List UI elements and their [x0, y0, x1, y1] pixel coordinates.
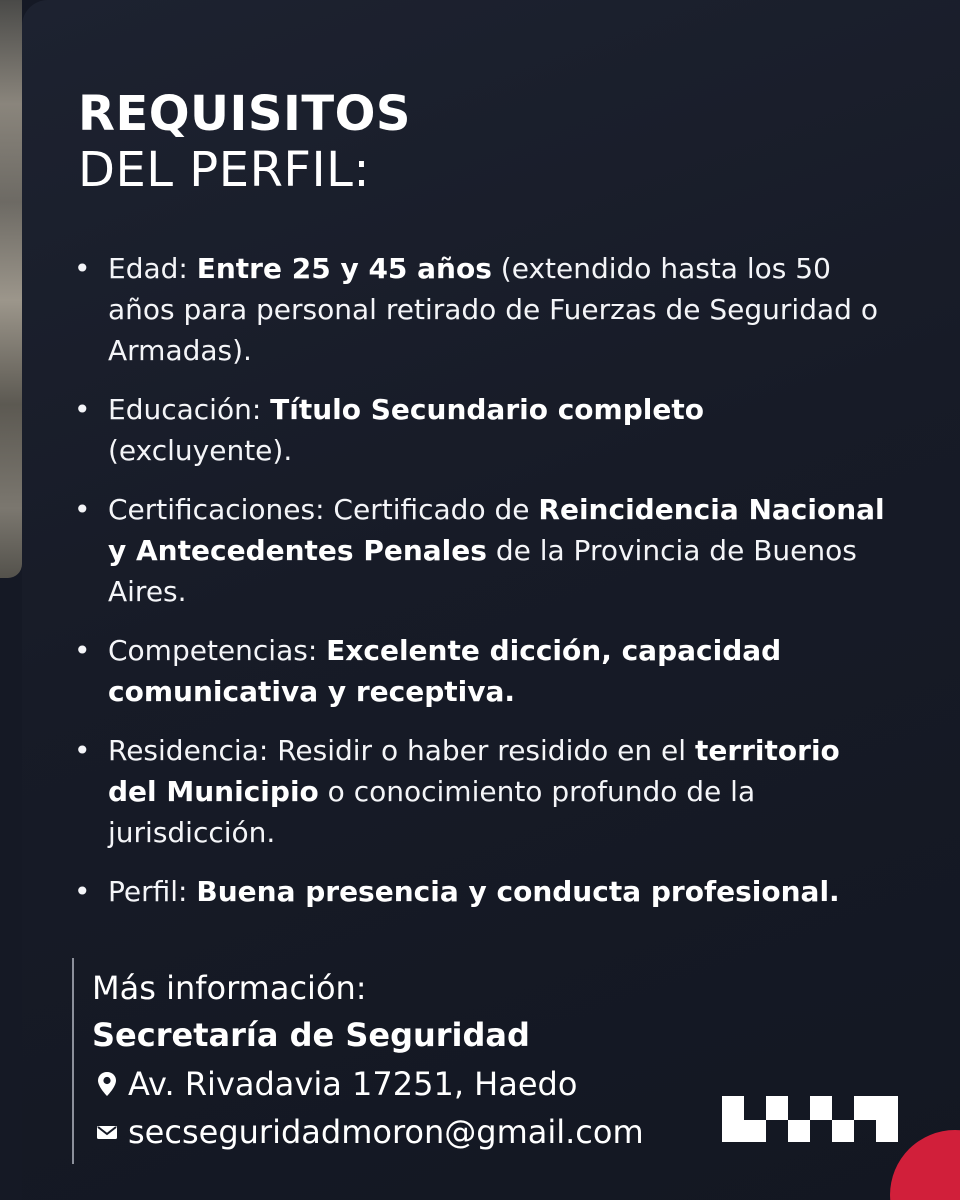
title-line-2: DEL PERFIL:	[78, 142, 371, 198]
address-text: Av. Rivadavia 17251, Haedo	[128, 1065, 578, 1103]
requirement-education: • Educación: Título Secundario completo (excluyente).	[74, 389, 894, 471]
bullet-icon: •	[74, 875, 91, 908]
requirement-competencies: • Competencias: Excelente dicción, capacidad comunicativa y receptiva.	[74, 630, 894, 712]
info-label: Más información:	[92, 969, 367, 1007]
email-link[interactable]: secseguridadmoron@gmail.com	[128, 1113, 644, 1151]
envelope-icon	[92, 1124, 122, 1140]
background-photo-strip	[0, 0, 22, 578]
map-pin-icon	[92, 1071, 122, 1097]
requirement-age: • Edad: Entre 25 y 45 años (extendido hasta los 50 años para personal retirado de Fuerzas de Seguridad o Armadas).	[74, 248, 894, 371]
title-line-1: REQUISITOS	[78, 86, 411, 142]
email-row	[92, 1108, 644, 1156]
bullet-icon: •	[74, 393, 91, 426]
requirement-profile: • Perfil: Buena presencia y conducta profesional.	[74, 871, 894, 912]
bullet-icon: •	[74, 493, 91, 526]
checkered-pattern	[722, 1096, 902, 1144]
bullet-icon: •	[74, 734, 91, 767]
address-row	[92, 1060, 644, 1108]
organization-name: Secretaría de Seguridad	[92, 1016, 530, 1054]
requirement-certifications: • Certificaciones: Certificado de Reincidencia Nacional y Antecedentes Penales de la Provincia de Buenos Aires.	[74, 489, 894, 612]
contact-info	[72, 958, 644, 1164]
requirement-residence: • Residencia: Residir o haber residido en el territorio del Municipio o conocimiento profundo de la jurisdicción.	[74, 730, 894, 853]
requirements-list	[74, 248, 894, 930]
bullet-icon: •	[74, 634, 91, 667]
page-title	[78, 86, 411, 198]
bullet-icon: •	[74, 252, 91, 285]
